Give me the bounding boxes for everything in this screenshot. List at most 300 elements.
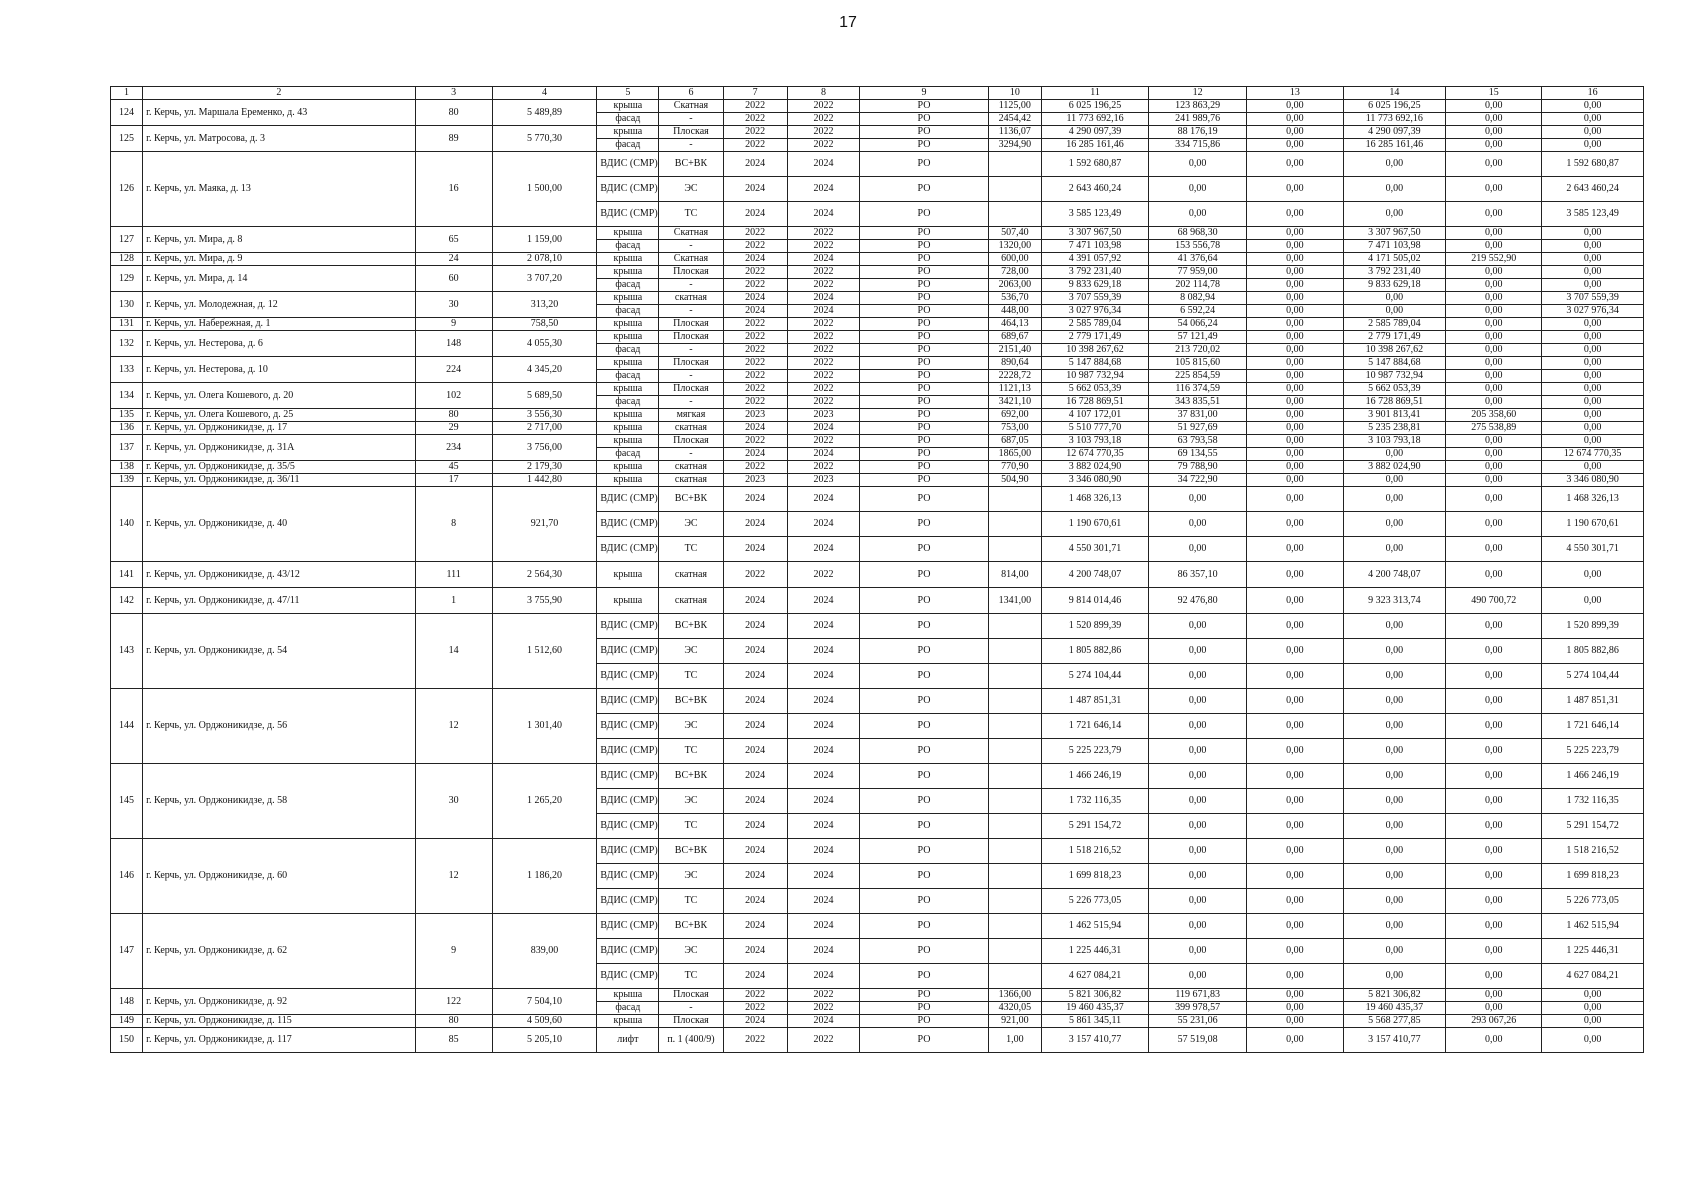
column-5-cell: ВДИС (СМР) bbox=[597, 839, 659, 864]
column-11-cell: 10 987 732,94 bbox=[1042, 370, 1149, 383]
column-13-cell: 0,00 bbox=[1247, 814, 1343, 839]
column-7-cell: 2022 bbox=[723, 1028, 787, 1053]
column-8-cell: 2022 bbox=[787, 435, 860, 448]
address-cell: г. Керчь, ул. Орджоникидзе, д. 115 bbox=[143, 1015, 416, 1028]
column-15-cell: 219 552,90 bbox=[1446, 253, 1542, 266]
row-number-cell: 124 bbox=[111, 100, 143, 126]
column-8-cell: 2024 bbox=[787, 764, 860, 789]
column-4-cell: 4 055,30 bbox=[492, 331, 597, 357]
column-10-cell bbox=[988, 487, 1041, 512]
column-14-cell: 0,00 bbox=[1343, 537, 1446, 562]
column-14-cell: 0,00 bbox=[1343, 964, 1446, 989]
column-16-cell: 0,00 bbox=[1542, 461, 1644, 474]
row-number-cell: 130 bbox=[111, 292, 143, 318]
column-10-cell: 728,00 bbox=[988, 266, 1041, 279]
column-3-cell: 122 bbox=[415, 989, 492, 1015]
column-15-cell: 0,00 bbox=[1446, 240, 1542, 253]
column-4-cell: 1 442,80 bbox=[492, 474, 597, 487]
column-8-cell: 2024 bbox=[787, 448, 860, 461]
column-8-cell: 2024 bbox=[787, 914, 860, 939]
address-cell: г. Керчь, ул. Орджоникидзе, д. 62 bbox=[143, 914, 416, 989]
column-9-cell: РО bbox=[860, 305, 988, 318]
column-16-cell: 1 190 670,61 bbox=[1542, 512, 1644, 537]
column-16-cell: 0,00 bbox=[1542, 113, 1644, 126]
column-12-cell: 0,00 bbox=[1148, 689, 1246, 714]
column-9-cell: РО bbox=[860, 448, 988, 461]
column-14-cell: 0,00 bbox=[1343, 939, 1446, 964]
column-11-cell: 1 487 851,31 bbox=[1042, 689, 1149, 714]
column-7-cell: 2024 bbox=[723, 739, 787, 764]
column-10-cell bbox=[988, 689, 1041, 714]
row-number-cell: 145 bbox=[111, 764, 143, 839]
column-13-cell: 0,00 bbox=[1247, 305, 1343, 318]
column-15-cell: 0,00 bbox=[1446, 562, 1542, 588]
column-12-cell: 0,00 bbox=[1148, 714, 1246, 739]
column-12-cell: 0,00 bbox=[1148, 914, 1246, 939]
table-row bbox=[111, 227, 1644, 240]
row-number-cell: 132 bbox=[111, 331, 143, 357]
column-10-cell bbox=[988, 152, 1041, 177]
column-9-cell: РО bbox=[860, 814, 988, 839]
column-9-cell: РО bbox=[860, 139, 988, 152]
column-11-cell: 1 466 246,19 bbox=[1042, 764, 1149, 789]
column-15-cell: 0,00 bbox=[1446, 789, 1542, 814]
column-16-cell: 12 674 770,35 bbox=[1542, 448, 1644, 461]
column-9-cell: РО bbox=[860, 253, 988, 266]
column-7-cell: 2024 bbox=[723, 487, 787, 512]
address-cell: г. Керчь, ул. Орджоникидзе, д. 92 bbox=[143, 989, 416, 1015]
column-4-cell: 2 564,30 bbox=[492, 562, 597, 588]
row-number-cell: 136 bbox=[111, 422, 143, 435]
column-11-cell: 2 779 171,49 bbox=[1042, 331, 1149, 344]
column-8-cell: 2024 bbox=[787, 177, 860, 202]
column-14-cell: 9 833 629,18 bbox=[1343, 279, 1446, 292]
column-10-cell: 1125,00 bbox=[988, 100, 1041, 113]
column-11-cell: 19 460 435,37 bbox=[1042, 1002, 1149, 1015]
column-12-cell: 0,00 bbox=[1148, 864, 1246, 889]
column-12-cell: 0,00 bbox=[1148, 537, 1246, 562]
column-9-cell: РО bbox=[860, 914, 988, 939]
column-11-cell: 3 103 793,18 bbox=[1042, 435, 1149, 448]
column-15-cell: 0,00 bbox=[1446, 537, 1542, 562]
column-6-cell: - bbox=[659, 448, 723, 461]
column-5-cell: ВДИС (СМР) bbox=[597, 614, 659, 639]
column-12-cell: 79 788,90 bbox=[1148, 461, 1246, 474]
column-16-cell: 4 550 301,71 bbox=[1542, 537, 1644, 562]
column-15-cell: 0,00 bbox=[1446, 639, 1542, 664]
column-12-cell: 63 793,58 bbox=[1148, 435, 1246, 448]
column-5-cell: ВДИС (СМР) bbox=[597, 789, 659, 814]
column-3-cell: 80 bbox=[415, 100, 492, 126]
column-6-cell: - bbox=[659, 396, 723, 409]
column-4-cell: 2 078,10 bbox=[492, 253, 597, 266]
column-11-cell: 4 107 172,01 bbox=[1042, 409, 1149, 422]
column-16-cell: 0,00 bbox=[1542, 279, 1644, 292]
column-10-cell bbox=[988, 889, 1041, 914]
address-cell: г. Керчь, ул. Орджоникидзе, д. 35/5 bbox=[143, 461, 416, 474]
table-row bbox=[111, 614, 1644, 639]
column-13-cell: 0,00 bbox=[1247, 461, 1343, 474]
column-7-cell: 2024 bbox=[723, 512, 787, 537]
column-5-cell: крыша bbox=[597, 474, 659, 487]
column-7-cell: 2022 bbox=[723, 113, 787, 126]
column-13-cell: 0,00 bbox=[1247, 1028, 1343, 1053]
column-15-cell: 0,00 bbox=[1446, 113, 1542, 126]
row-number-cell: 144 bbox=[111, 689, 143, 764]
page-number: 17 bbox=[839, 14, 857, 31]
column-7-cell: 2022 bbox=[723, 370, 787, 383]
column-15-cell: 275 538,89 bbox=[1446, 422, 1542, 435]
column-14-cell: 19 460 435,37 bbox=[1343, 1002, 1446, 1015]
column-8-cell: 2024 bbox=[787, 614, 860, 639]
row-number-cell: 141 bbox=[111, 562, 143, 588]
column-5-cell: ВДИС (СМР) bbox=[597, 914, 659, 939]
column-9-cell: РО bbox=[860, 177, 988, 202]
column-4-cell: 5 489,89 bbox=[492, 100, 597, 126]
column-5-cell: крыша bbox=[597, 435, 659, 448]
column-14-cell: 4 290 097,39 bbox=[1343, 126, 1446, 139]
column-6-cell: ЭС bbox=[659, 177, 723, 202]
column-16-cell: 0,00 bbox=[1542, 253, 1644, 266]
column-number-cell: 16 bbox=[1542, 87, 1644, 100]
column-5-cell: крыша bbox=[597, 422, 659, 435]
address-cell: г. Керчь, ул. Орджоникидзе, д. 36/11 bbox=[143, 474, 416, 487]
column-14-cell: 2 779 171,49 bbox=[1343, 331, 1446, 344]
column-9-cell: РО bbox=[860, 889, 988, 914]
column-3-cell: 80 bbox=[415, 409, 492, 422]
column-13-cell: 0,00 bbox=[1247, 331, 1343, 344]
column-13-cell: 0,00 bbox=[1247, 989, 1343, 1002]
column-11-cell: 1 520 899,39 bbox=[1042, 614, 1149, 639]
column-11-cell: 1 225 446,31 bbox=[1042, 939, 1149, 964]
column-7-cell: 2022 bbox=[723, 331, 787, 344]
column-13-cell: 0,00 bbox=[1247, 562, 1343, 588]
column-3-cell: 45 bbox=[415, 461, 492, 474]
column-8-cell: 2024 bbox=[787, 292, 860, 305]
column-10-cell bbox=[988, 789, 1041, 814]
column-9-cell: РО bbox=[860, 152, 988, 177]
column-13-cell: 0,00 bbox=[1247, 689, 1343, 714]
column-13-cell: 0,00 bbox=[1247, 202, 1343, 227]
table-row bbox=[111, 422, 1644, 435]
column-11-cell: 3 792 231,40 bbox=[1042, 266, 1149, 279]
column-number-cell: 3 bbox=[415, 87, 492, 100]
row-number-cell: 134 bbox=[111, 383, 143, 409]
column-4-cell: 3 755,90 bbox=[492, 588, 597, 614]
table-row bbox=[111, 126, 1644, 139]
column-8-cell: 2024 bbox=[787, 202, 860, 227]
column-14-cell: 0,00 bbox=[1343, 789, 1446, 814]
column-6-cell: мягкая bbox=[659, 409, 723, 422]
column-14-cell: 0,00 bbox=[1343, 512, 1446, 537]
column-10-cell: 2454,42 bbox=[988, 113, 1041, 126]
row-number-cell: 128 bbox=[111, 253, 143, 266]
column-6-cell: - bbox=[659, 344, 723, 357]
column-10-cell: 770,90 bbox=[988, 461, 1041, 474]
column-14-cell: 0,00 bbox=[1343, 152, 1446, 177]
column-13-cell: 0,00 bbox=[1247, 227, 1343, 240]
column-16-cell: 0,00 bbox=[1542, 139, 1644, 152]
column-7-cell: 2022 bbox=[723, 100, 787, 113]
column-4-cell: 1 265,20 bbox=[492, 764, 597, 839]
column-13-cell: 0,00 bbox=[1247, 318, 1343, 331]
column-6-cell: - bbox=[659, 113, 723, 126]
column-3-cell: 29 bbox=[415, 422, 492, 435]
column-10-cell: 2063,00 bbox=[988, 279, 1041, 292]
column-11-cell: 10 398 267,62 bbox=[1042, 344, 1149, 357]
column-11-cell: 1 592 680,87 bbox=[1042, 152, 1149, 177]
column-11-cell: 3 707 559,39 bbox=[1042, 292, 1149, 305]
column-7-cell: 2023 bbox=[723, 409, 787, 422]
column-13-cell: 0,00 bbox=[1247, 839, 1343, 864]
column-8-cell: 2022 bbox=[787, 113, 860, 126]
row-number-cell: 138 bbox=[111, 461, 143, 474]
column-4-cell: 3 707,20 bbox=[492, 266, 597, 292]
column-5-cell: крыша bbox=[597, 292, 659, 305]
column-16-cell: 0,00 bbox=[1542, 227, 1644, 240]
row-number-cell: 137 bbox=[111, 435, 143, 461]
column-3-cell: 8 bbox=[415, 487, 492, 562]
column-10-cell: 1,00 bbox=[988, 1028, 1041, 1053]
address-cell: г. Керчь, ул. Маршала Еременко, д. 43 bbox=[143, 100, 416, 126]
address-cell: г. Керчь, ул. Матросова, д. 3 bbox=[143, 126, 416, 152]
column-6-cell: Плоская bbox=[659, 266, 723, 279]
column-15-cell: 0,00 bbox=[1446, 764, 1542, 789]
column-6-cell: скатная bbox=[659, 461, 723, 474]
column-13-cell: 0,00 bbox=[1247, 435, 1343, 448]
column-8-cell: 2024 bbox=[787, 512, 860, 537]
column-16-cell: 5 291 154,72 bbox=[1542, 814, 1644, 839]
column-10-cell bbox=[988, 714, 1041, 739]
column-10-cell: 692,00 bbox=[988, 409, 1041, 422]
table-row bbox=[111, 318, 1644, 331]
column-12-cell: 69 134,55 bbox=[1148, 448, 1246, 461]
column-11-cell: 12 674 770,35 bbox=[1042, 448, 1149, 461]
table-row bbox=[111, 1015, 1644, 1028]
column-5-cell: ВДИС (СМР) bbox=[597, 689, 659, 714]
row-number-cell: 127 bbox=[111, 227, 143, 253]
column-15-cell: 0,00 bbox=[1446, 487, 1542, 512]
column-10-cell: 1865,00 bbox=[988, 448, 1041, 461]
column-4-cell: 921,70 bbox=[492, 487, 597, 562]
column-14-cell: 4 200 748,07 bbox=[1343, 562, 1446, 588]
column-number-cell: 14 bbox=[1343, 87, 1446, 100]
column-7-cell: 2022 bbox=[723, 562, 787, 588]
column-16-cell: 1 592 680,87 bbox=[1542, 152, 1644, 177]
column-15-cell: 0,00 bbox=[1446, 202, 1542, 227]
column-11-cell: 1 699 818,23 bbox=[1042, 864, 1149, 889]
column-15-cell: 0,00 bbox=[1446, 435, 1542, 448]
column-number-cell: 9 bbox=[860, 87, 988, 100]
column-12-cell: 54 066,24 bbox=[1148, 318, 1246, 331]
column-6-cell: - bbox=[659, 139, 723, 152]
column-12-cell: 92 476,80 bbox=[1148, 588, 1246, 614]
column-3-cell: 9 bbox=[415, 318, 492, 331]
column-14-cell: 0,00 bbox=[1343, 864, 1446, 889]
column-number-cell: 4 bbox=[492, 87, 597, 100]
column-12-cell: 399 978,57 bbox=[1148, 1002, 1246, 1015]
column-5-cell: крыша bbox=[597, 227, 659, 240]
column-16-cell: 0,00 bbox=[1542, 318, 1644, 331]
column-11-cell: 3 307 967,50 bbox=[1042, 227, 1149, 240]
column-13-cell: 0,00 bbox=[1247, 739, 1343, 764]
column-5-cell: ВДИС (СМР) bbox=[597, 639, 659, 664]
column-9-cell: РО bbox=[860, 227, 988, 240]
column-14-cell: 0,00 bbox=[1343, 814, 1446, 839]
column-8-cell: 2022 bbox=[787, 126, 860, 139]
column-13-cell: 0,00 bbox=[1247, 370, 1343, 383]
column-6-cell: ТС bbox=[659, 814, 723, 839]
column-5-cell: крыша bbox=[597, 126, 659, 139]
column-6-cell: ВС+ВК bbox=[659, 914, 723, 939]
column-6-cell: ВС+ВК bbox=[659, 487, 723, 512]
column-number-cell: 10 bbox=[988, 87, 1041, 100]
table-row bbox=[111, 292, 1644, 305]
column-12-cell: 88 176,19 bbox=[1148, 126, 1246, 139]
table-row bbox=[111, 764, 1644, 789]
column-15-cell: 0,00 bbox=[1446, 292, 1542, 305]
column-4-cell: 1 512,60 bbox=[492, 614, 597, 689]
column-6-cell: - bbox=[659, 1002, 723, 1015]
column-9-cell: РО bbox=[860, 939, 988, 964]
column-6-cell: - bbox=[659, 305, 723, 318]
column-9-cell: РО bbox=[860, 739, 988, 764]
address-cell: г. Керчь, ул. Орджоникидзе, д. 40 bbox=[143, 487, 416, 562]
column-16-cell: 5 226 773,05 bbox=[1542, 889, 1644, 914]
column-13-cell: 0,00 bbox=[1247, 152, 1343, 177]
column-6-cell: ВС+ВК bbox=[659, 764, 723, 789]
column-8-cell: 2024 bbox=[787, 639, 860, 664]
column-5-cell: крыша bbox=[597, 461, 659, 474]
column-6-cell: - bbox=[659, 279, 723, 292]
column-10-cell: 448,00 bbox=[988, 305, 1041, 318]
column-14-cell: 0,00 bbox=[1343, 664, 1446, 689]
column-5-cell: крыша bbox=[597, 562, 659, 588]
column-12-cell: 0,00 bbox=[1148, 487, 1246, 512]
column-5-cell: крыша bbox=[597, 266, 659, 279]
column-6-cell: Скатная bbox=[659, 100, 723, 113]
column-10-cell bbox=[988, 537, 1041, 562]
column-6-cell: ЭС bbox=[659, 639, 723, 664]
column-12-cell: 213 720,02 bbox=[1148, 344, 1246, 357]
column-15-cell: 0,00 bbox=[1446, 614, 1542, 639]
column-7-cell: 2024 bbox=[723, 305, 787, 318]
column-15-cell: 0,00 bbox=[1446, 139, 1542, 152]
column-6-cell: п. 1 (400/9) bbox=[659, 1028, 723, 1053]
column-15-cell: 0,00 bbox=[1446, 714, 1542, 739]
column-8-cell: 2022 bbox=[787, 461, 860, 474]
column-7-cell: 2024 bbox=[723, 152, 787, 177]
column-number-cell: 12 bbox=[1148, 87, 1246, 100]
address-cell: г. Керчь, ул. Орджоникидзе, д. 31А bbox=[143, 435, 416, 461]
column-7-cell: 2024 bbox=[723, 664, 787, 689]
column-9-cell: РО bbox=[860, 344, 988, 357]
column-5-cell: ВДИС (СМР) bbox=[597, 889, 659, 914]
column-16-cell: 1 699 818,23 bbox=[1542, 864, 1644, 889]
column-6-cell: ТС bbox=[659, 964, 723, 989]
column-9-cell: РО bbox=[860, 689, 988, 714]
column-8-cell: 2022 bbox=[787, 240, 860, 253]
column-11-cell: 3 882 024,90 bbox=[1042, 461, 1149, 474]
column-12-cell: 0,00 bbox=[1148, 639, 1246, 664]
column-13-cell: 0,00 bbox=[1247, 614, 1343, 639]
address-cell: г. Керчь, ул. Нестерова, д. 10 bbox=[143, 357, 416, 383]
column-13-cell: 0,00 bbox=[1247, 396, 1343, 409]
address-cell: г. Керчь, ул. Орджоникидзе, д. 47/11 bbox=[143, 588, 416, 614]
column-9-cell: РО bbox=[860, 383, 988, 396]
address-cell: г. Керчь, ул. Орджоникидзе, д. 17 bbox=[143, 422, 416, 435]
column-10-cell: 2228,72 bbox=[988, 370, 1041, 383]
column-12-cell: 6 592,24 bbox=[1148, 305, 1246, 318]
table-row bbox=[111, 253, 1644, 266]
column-8-cell: 2022 bbox=[787, 1028, 860, 1053]
column-16-cell: 0,00 bbox=[1542, 396, 1644, 409]
column-14-cell: 5 662 053,39 bbox=[1343, 383, 1446, 396]
column-16-cell: 0,00 bbox=[1542, 370, 1644, 383]
column-15-cell: 0,00 bbox=[1446, 305, 1542, 318]
column-12-cell: 86 357,10 bbox=[1148, 562, 1246, 588]
address-cell: г. Керчь, ул. Мира, д. 14 bbox=[143, 266, 416, 292]
column-16-cell: 3 585 123,49 bbox=[1542, 202, 1644, 227]
column-8-cell: 2022 bbox=[787, 318, 860, 331]
column-9-cell: РО bbox=[860, 764, 988, 789]
column-8-cell: 2024 bbox=[787, 714, 860, 739]
column-5-cell: крыша bbox=[597, 383, 659, 396]
column-11-cell: 5 291 154,72 bbox=[1042, 814, 1149, 839]
column-3-cell: 24 bbox=[415, 253, 492, 266]
column-10-cell bbox=[988, 914, 1041, 939]
column-8-cell: 2022 bbox=[787, 139, 860, 152]
column-13-cell: 0,00 bbox=[1247, 789, 1343, 814]
column-6-cell: Скатная bbox=[659, 227, 723, 240]
column-4-cell: 839,00 bbox=[492, 914, 597, 989]
column-10-cell bbox=[988, 864, 1041, 889]
column-5-cell: лифт bbox=[597, 1028, 659, 1053]
column-14-cell: 10 987 732,94 bbox=[1343, 370, 1446, 383]
column-5-cell: фасад bbox=[597, 1002, 659, 1015]
column-16-cell: 0,00 bbox=[1542, 1002, 1644, 1015]
column-3-cell: 17 bbox=[415, 474, 492, 487]
column-7-cell: 2024 bbox=[723, 253, 787, 266]
column-9-cell: РО bbox=[860, 537, 988, 562]
column-16-cell: 5 225 223,79 bbox=[1542, 739, 1644, 764]
column-15-cell: 0,00 bbox=[1446, 939, 1542, 964]
column-12-cell: 0,00 bbox=[1148, 614, 1246, 639]
column-4-cell: 1 186,20 bbox=[492, 839, 597, 914]
column-4-cell: 2 717,00 bbox=[492, 422, 597, 435]
column-9-cell: РО bbox=[860, 714, 988, 739]
table-row bbox=[111, 435, 1644, 448]
column-9-cell: РО bbox=[860, 422, 988, 435]
column-11-cell: 3 585 123,49 bbox=[1042, 202, 1149, 227]
column-12-cell: 0,00 bbox=[1148, 764, 1246, 789]
column-11-cell: 3 157 410,77 bbox=[1042, 1028, 1149, 1053]
column-3-cell: 60 bbox=[415, 266, 492, 292]
column-11-cell: 4 200 748,07 bbox=[1042, 562, 1149, 588]
column-4-cell: 1 159,00 bbox=[492, 227, 597, 253]
column-15-cell: 0,00 bbox=[1446, 344, 1542, 357]
column-14-cell: 10 398 267,62 bbox=[1343, 344, 1446, 357]
column-5-cell: ВДИС (СМР) bbox=[597, 814, 659, 839]
column-11-cell: 4 550 301,71 bbox=[1042, 537, 1149, 562]
column-5-cell: фасад bbox=[597, 344, 659, 357]
column-10-cell bbox=[988, 814, 1041, 839]
column-10-cell: 3294,90 bbox=[988, 139, 1041, 152]
column-14-cell: 9 323 313,74 bbox=[1343, 588, 1446, 614]
column-number-cell: 5 bbox=[597, 87, 659, 100]
column-9-cell: РО bbox=[860, 614, 988, 639]
table-row bbox=[111, 487, 1644, 512]
